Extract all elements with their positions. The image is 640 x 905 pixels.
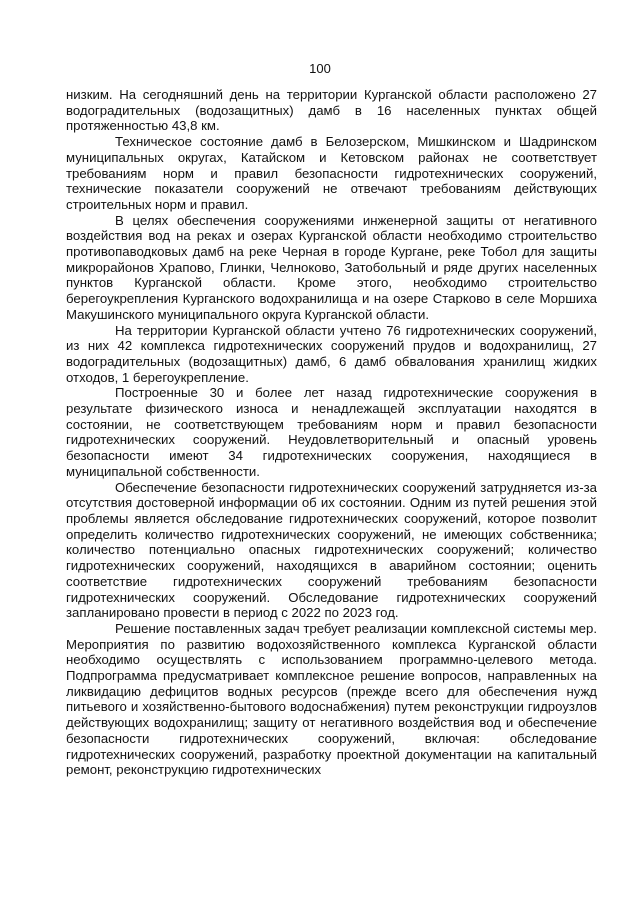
paragraph-structure-count: На территории Курганской области учтено 76 гидротехнических сооружений, из них 42 комплекса гидротехнических сооружений прудов и водохранилищ, 27 водоградительных (водозащитных) дамб, 6 дамб обвалования хранилищ жидких отходов, 1 берегоукрепление. (66, 322, 597, 385)
paragraph-dam-condition: Техническое состояние дамб в Белозерском, Мишкинском и Шадринском муниципальных округах, Катайском и Кетовском районах не соответствует требованиям норм и правил безопасности гидротехнических сооружений, технические показатели сооружений не отвечают требованиям действующих строительных норм и правил. (66, 134, 597, 212)
page-number: 100 (309, 61, 331, 76)
document-body (66, 87, 597, 778)
paragraph-structure-wear: Построенные 30 и более лет назад гидротехнические сооружения в результате физического износа и ненадлежащей эксплуатации находятся в состоянии, не соответствующем требованиям норм и правил безопасности гидротехнических сооружений. Неудовлетворительный и опасный уровень безопасности имеют 34 гидротехнических сооружения, находящиеся в муниципальной собственности. (66, 385, 597, 479)
paragraph-safety-survey: Обеспечение безопасности гидротехнических сооружений затрудняется из-за отсутствия достоверной информации об их состоянии. Одним из путей решения этой проблемы является обследование гидротехнических сооружений, которое позволит определить количество гидротехнических сооружений, не имеющих собственника; количество потенциально опасных гидротехнических сооружений; количество гидротехнических сооружений, находящихся в аварийном состоянии; оценить соответствие гидротехнических сооружений требованиям безопасности гидротехнических сооружений. Обследование гидротехнических сооружений запланировано провести в период с 2022 по 2023 год. (66, 479, 597, 621)
paragraph-flood-protection: В целях обеспечения сооружениями инженерной защиты от негативного воздействия вод на реках и озерах Курганской области необходимо строительство противопаводковых дамб на реке Черная в городе Кургане, реке Тобол для защиты микрорайонов Храпово, Глинки, Челноково, Затобольный и ряде других населенных пунктов Курганской области. Кроме этого, необходимо строительство берегоукрепления Курганского водохранилища и на озере Старково в селе Моршиха Макушинского муниципального округа Курганской области. (66, 212, 597, 322)
paragraph-continuation: низким. На сегодняшний день на территории Курганской области расположено 27 водоградительных (водозащитных) дамб в 16 населенных пунктах общей протяженностью 43,8 км. (66, 87, 597, 134)
paragraph-subprogram-measures: Решение поставленных задач требует реализации комплексной системы мер. Мероприятия по развитию водохозяйственного комплекса Курганской области необходимо осуществлять с использованием программно-целевого метода. Подпрограмма предусматривает комплексное решение вопросов, направленных на ликвидацию дефицитов водных ресурсов (прежде всего для обеспечения нужд питьевого и хозяйственно-бытового водоснабжения) путем реконструкции гидроузлов действующих водохранилищ; защиту от негативного воздействия вод и обеспечение безопасности гидротехнических сооружений, включая: обследование гидротехнических сооружений, разработку проектной документации на капитальный ремонт, реконструкцию гидротехнических (66, 620, 597, 778)
